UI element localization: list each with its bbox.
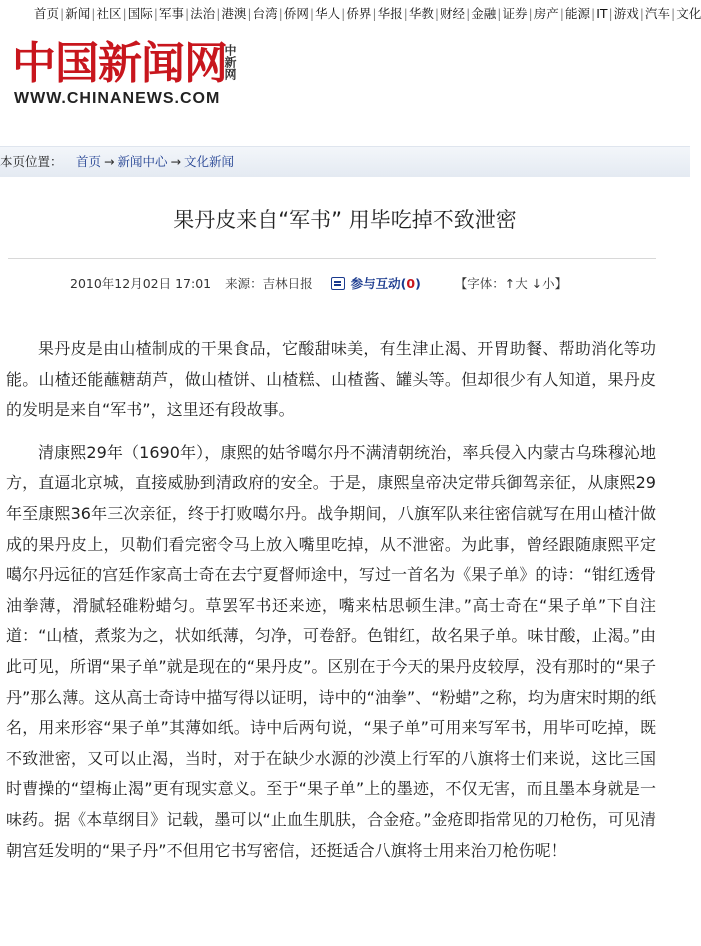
top-nav-links	[34, 0, 701, 28]
nav-separator: |	[91, 6, 96, 21]
breadcrumb-news-center[interactable]: 新闻中心	[117, 154, 168, 169]
nav-item[interactable]: 文化	[676, 6, 701, 21]
nav-separator: |	[247, 6, 252, 21]
breadcrumb-culture-news[interactable]: 文化新闻	[184, 154, 235, 169]
article-datetime: 2010年12月02日 17:01	[70, 276, 212, 291]
breadcrumb-home[interactable]: 首页	[76, 154, 102, 169]
nav-item[interactable]: 侨网	[283, 6, 309, 21]
breadcrumb-arrow: →	[104, 154, 115, 169]
nav-separator: |	[528, 6, 533, 21]
top-navigation	[0, 0, 701, 28]
nav-separator: |	[559, 6, 564, 21]
logo-side-text: 中新网	[223, 44, 237, 80]
nav-item[interactable]: 台湾	[252, 6, 278, 21]
site-header	[0, 28, 690, 146]
nav-item[interactable]: 金融	[471, 6, 497, 21]
interact-count[interactable]: 0	[406, 276, 416, 291]
nav-item[interactable]: 房产	[533, 6, 559, 21]
breadcrumb-label: 本页位置：	[0, 154, 63, 169]
article-paragraph-2: 清康熙29年（1690年），康熙的姑爷噶尔丹不满清朝统治，率兵侵入内蒙古乌珠穆沁地方，直逼北京城，直接威胁到清政府的安全。于是，康熙皇帝决定带兵御驾亲征，从康熙29年至康熙36年三次亲征，终于打败噶尔丹。战争期间，八旗军队来往密信就写在用山楂汁做成的果丹皮上，贝勒们看完密令马上放入嘴里吃掉，从不泄密。为此事，曾经跟随康熙平定噶尔丹远征的宫廷作家高士奇在去宁夏督师途中，写过一首名为《果子单》的诗：“钳红透骨油拳薄，滑腻轻碓粉蜡匀。草罢军书还来迹，嘴来枯思顿生津。”高士奇在“果子单”下自注道：“山楂，煮浆为之，状如纸薄，匀净，可卷舒。色钳红，故名果子单。味甘酸，止渴。”由此可见，所谓“果子单”就是现在的“果丹皮”。区别在于今天的果丹皮较厚，没有那时的“果子丹”那么薄。这从高士奇诗中描写得以证明，诗中的“油拳”、“粉蜡”之称，均为唐宋时期的纸名，用来形容“果子单”其薄如纸。诗中后两句说，“果子单”可用来写军书，用毕可吃掉，既不致泄密，又可以止渴，当时，对于在缺少水源的沙漠上行军的八旗将士们来说，这比三国时曹操的“望梅止渴”更有现实意义。至于“果子单”上的墨迹，不仅无害，而且墨本身就是一味药。据《本草纲目》记载，墨可以“止血生肌肤，合金疮。”金疮即指常见的刀枪伤，可见清朝宫廷发明的“果子丹”不但用它书写密信，还挺适合八旗将士用来治刀枪伤呢！	[6, 442, 656, 860]
interact-open: (	[400, 276, 407, 291]
nav-separator: |	[309, 6, 315, 21]
nav-item[interactable]: 侨界	[346, 6, 372, 21]
nav-separator: |	[434, 6, 440, 21]
nav-item[interactable]: 财经	[440, 6, 466, 21]
font-size-control[interactable]: 【字体：↑大 ↓小】	[454, 276, 568, 291]
nav-separator: |	[60, 6, 65, 21]
interact-link[interactable]: 参与互动	[350, 276, 401, 291]
nav-separator: |	[184, 6, 190, 21]
article-paragraph-1: 果丹皮是由山楂制成的干果食品，它酸甜味美，有生津止渴、开胃助餐、帮助消化等功能。山楂还能蘸糖葫芦，做山楂饼、山楂糕、山楂酱、罐头等。但却很少有人知道，果丹皮的发明是来自“军书”，这里还有段故事。	[6, 339, 656, 420]
nav-separator: |	[341, 6, 346, 21]
comment-icon[interactable]	[331, 277, 345, 290]
nav-item[interactable]: 汽车	[645, 6, 671, 21]
nav-item[interactable]: 华报	[377, 6, 403, 21]
nav-separator: |	[639, 6, 644, 21]
nav-separator: |	[466, 6, 471, 21]
nav-item[interactable]: IT	[596, 6, 608, 21]
nav-item[interactable]: 华教	[408, 6, 434, 21]
article-meta	[70, 272, 567, 296]
nav-separator: |	[122, 6, 127, 21]
breadcrumb-arrow: →	[170, 154, 181, 169]
nav-separator: |	[278, 6, 283, 21]
nav-separator: |	[153, 6, 158, 21]
nav-separator: |	[497, 6, 502, 21]
nav-item[interactable]: 国际	[127, 6, 153, 21]
site-logo[interactable]: 中国新闻网	[12, 38, 227, 89]
nav-item[interactable]: 首页	[34, 6, 60, 21]
nav-separator: |	[372, 6, 377, 21]
breadcrumb-links	[76, 147, 234, 177]
article-body	[6, 334, 656, 878]
nav-item[interactable]: 游戏	[613, 6, 639, 21]
article-source: 吉林日报	[262, 276, 313, 291]
nav-item[interactable]: 华人	[315, 6, 341, 21]
breadcrumb	[0, 146, 690, 177]
nav-item[interactable]: 能源	[564, 6, 590, 21]
nav-separator: |	[216, 6, 221, 21]
nav-item[interactable]: 新闻	[65, 6, 91, 21]
interact-close: )	[415, 276, 421, 291]
nav-item[interactable]: 证券	[502, 6, 528, 21]
article-title: 果丹皮来自“军书” 用毕吃掉不致泄密	[173, 208, 517, 232]
title-divider	[8, 258, 656, 259]
nav-item[interactable]: 社区	[96, 6, 122, 21]
logo-url[interactable]: WWW.CHINANEWS.COM	[14, 90, 221, 107]
nav-separator: |	[608, 6, 613, 21]
source-label: 来源：	[225, 276, 263, 291]
nav-separator: |	[403, 6, 408, 21]
nav-item[interactable]: 军事	[158, 6, 184, 21]
nav-item[interactable]: 港澳	[221, 6, 247, 21]
nav-separator: |	[671, 6, 676, 21]
nav-separator: |	[591, 6, 596, 21]
nav-item[interactable]: 法治	[190, 6, 216, 21]
